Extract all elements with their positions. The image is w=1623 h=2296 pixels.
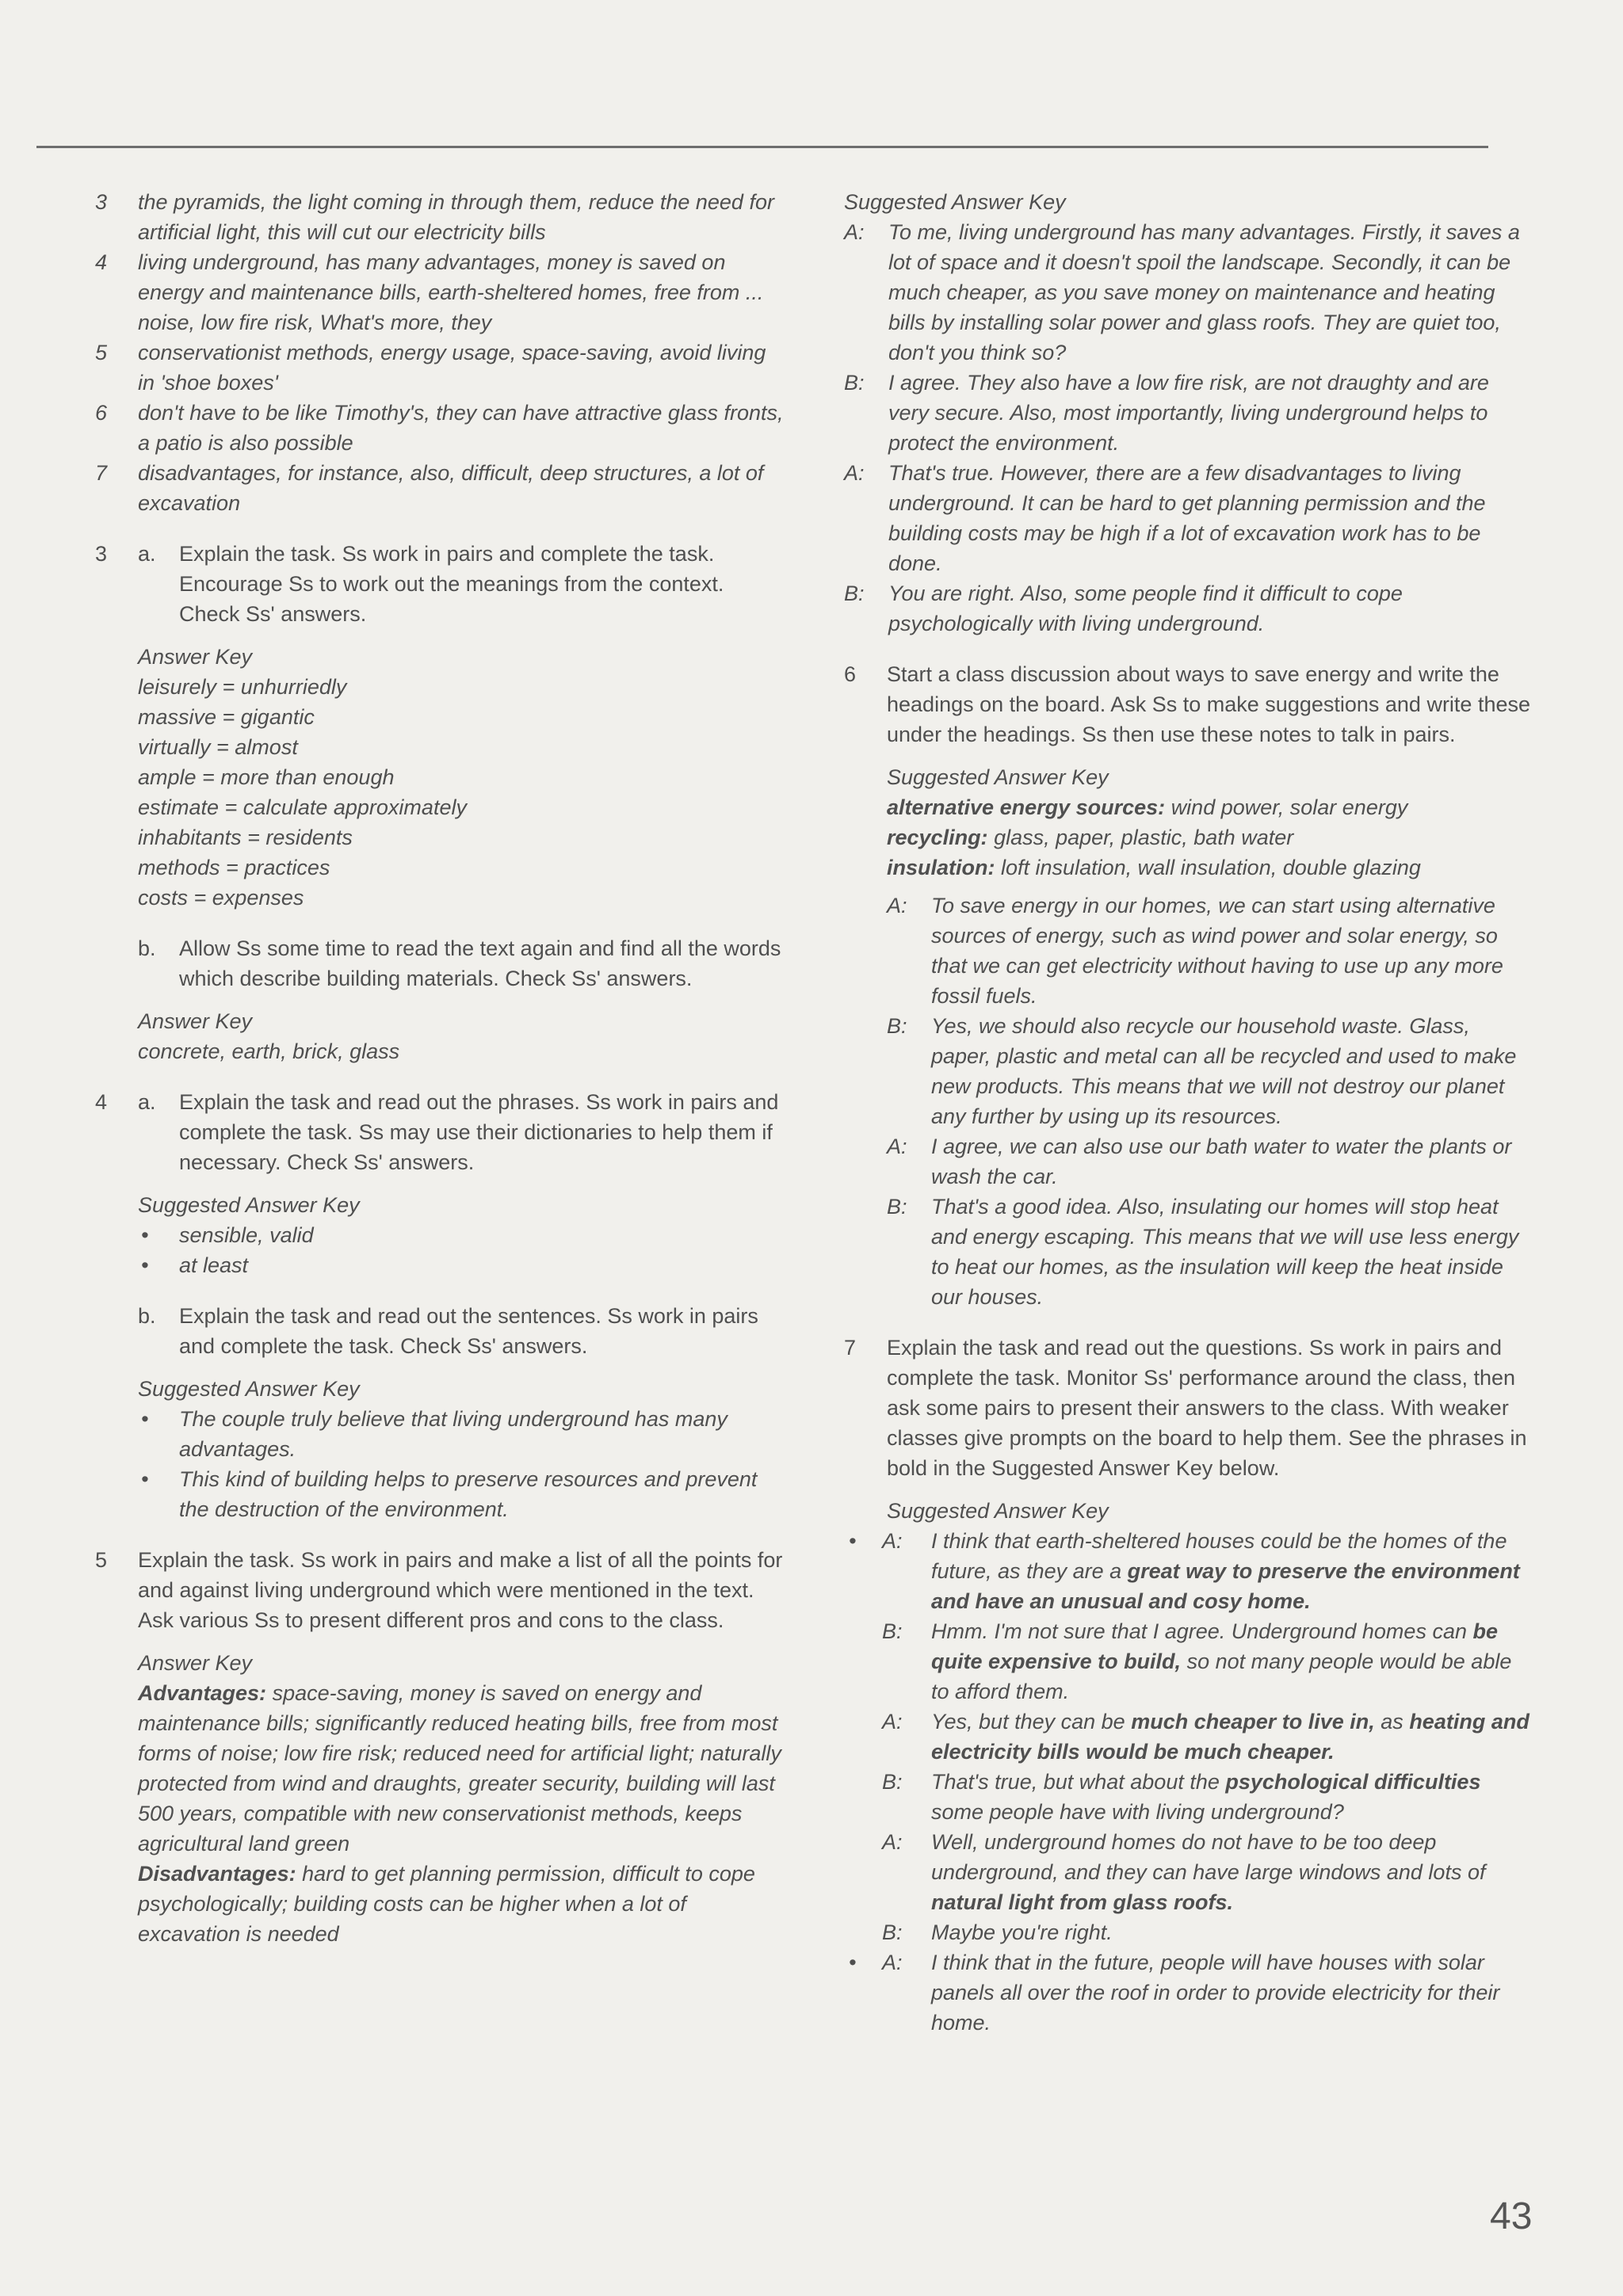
dialogue-line: B: I agree. They also have a low fire risk, are not draughty and are very secure. Also, most importantly, living underground helps to protect the environment. (844, 371, 1489, 455)
answer-key-title: Suggested Answer Key (138, 1193, 360, 1217)
dialogue-line: B: Yes, we should also recycle our household waste. Glass, paper, plastic and metal can all be recycled and used to make new products. This means that we will not destroy our planet any further by using up its resources. (887, 1014, 1517, 1128)
dialogue-line: A: To save energy in our homes, we can start using alternative sources of energy, such as wind power and solar energy, so that we can get electricity without having to use up any more fossil fuels. (887, 894, 1503, 1008)
list-item: leisurely = unhurriedly (138, 675, 347, 699)
answer-list-2 (95, 187, 786, 518)
answer-key-text: concrete, earth, brick, glass (138, 1039, 400, 1063)
task-instructions: Explain the task and read out the questions. Ss work in pairs and complete the task. Monitor Ss' performance around the class, then ask some pairs to present their answers to the class. With weaker classes give prompts on the board to help them. See the phrases in bold in the Suggested Answer Key below. (887, 1336, 1527, 1480)
list-item: 7 disadvantages, for instance, also, difficult, deep structures, a lot of excavation (95, 461, 764, 515)
dialogue-line: B: You are right. Also, some people find it difficult to cope psychologically with living underground. (844, 582, 1403, 635)
dialogue-line: • A: I think that in the future, people will have houses with solar panels all over the roof in order to provide electricity for their home. (849, 1951, 1500, 2035)
disadvantages-text: Disadvantages: hard to get planning permission, difficult to cope psychologically; building costs can be higher when a lot of excavation is needed (138, 1862, 755, 1946)
task-instructions: Explain the task. Ss work in pairs and complete the task. Encourage Ss to work out the meanings from the context. Check Ss' answers. (179, 542, 724, 626)
list-item: 3 the pyramids, the light coming in through them, reduce the need for artificial light, this will cut our electricity bills (95, 190, 774, 244)
list-item: 5 conservationist methods, energy usage, space-saving, avoid living in 'shoe boxes' (95, 341, 766, 395)
answer-key-title: Answer Key (138, 645, 253, 669)
header-rule (36, 146, 1488, 148)
list-item: • sensible, valid (141, 1223, 314, 1247)
list-item: costs = expenses (138, 886, 304, 910)
dialogue-line: A: Yes, but they can be much cheaper to live in, as heating and electricity bills would be much cheaper. (882, 1710, 1529, 1764)
task-5 (95, 1545, 786, 1949)
list-item: • The couple truly believe that living underground has many advantages. (141, 1407, 727, 1461)
answer-key-title: Suggested Answer Key (887, 765, 1109, 789)
task-instructions: Explain the task and read out the sentences. Ss work in pairs and complete the task. Check Ss' answers. (179, 1304, 758, 1358)
task-4b: b. Explain the task and read out the sentences. Ss work in pairs and complete the task. Check Ss' answers. (138, 1301, 786, 1361)
answer-key-title: Suggested Answer Key (844, 190, 1066, 214)
task-3 (95, 539, 786, 1066)
task-number: 5 (95, 1548, 108, 1572)
list-item: methods = practices (138, 856, 330, 879)
task-6 (844, 659, 1535, 1312)
task-instructions: Explain the task and read out the phrases. Ss work in pairs and complete the task. Ss may use their dictionaries to help them if necessary. Check Ss' answers. (179, 1090, 779, 1174)
dialogue-line: A: To me, living underground has many advantages. Firstly, it saves a lot of space and it doesn't spoil the landscape. Secondly, it can be much cheaper, as you save money on maintenance and heating bills by installing solar power and glass roofs. They are quiet too, don't you think so? (844, 220, 1520, 364)
task-4a: a. Explain the task and read out the phrases. Ss work in pairs and complete the task. Ss may use their dictionaries to help them if necessary. Check Ss' answers. (138, 1087, 786, 1177)
task-3b: b. Allow Ss some time to read the text again and find all the words which describe building materials. Check Ss' answers. (138, 933, 786, 994)
dialogue-line: B: That's true, but what about the psychological difficulties some people have with living underground? (882, 1770, 1481, 1824)
list-item: insulation: loft insulation, wall insulation, double glazing (887, 856, 1421, 879)
task-instructions: Allow Ss some time to read the text again and find all the words which describe building materials. Check Ss' answers. (179, 936, 781, 990)
list-item: inhabitants = residents (138, 826, 353, 849)
dialogue-line: B: Maybe you're right. (882, 1920, 1113, 1944)
list-item: 6 don't have to be like Timothy's, they can have attractive glass fronts, a patio is also possible (95, 401, 784, 455)
task-number: 3 (95, 542, 108, 566)
dialogue-line: A: Well, underground homes do not have to be too deep underground, and they can have large windows and lots of natural light from glass roofs. (882, 1830, 1486, 1914)
list-item: ample = more than enough (138, 765, 395, 789)
task-7 (844, 1333, 1535, 1526)
list-item: • at least (141, 1253, 249, 1277)
task-instructions: Start a class discussion about ways to save energy and write the headings on the board. Ask Ss to make suggestions and write these under the headings. Ss then use these notes to talk in pairs. (887, 662, 1531, 746)
list-item: virtually = almost (138, 735, 298, 759)
dialogue-line: • A: I think that earth-sheltered houses could be the homes of the future, as they are a great way to preserve the environment and have an unusual and cosy home. (849, 1529, 1520, 1613)
list-item: massive = gigantic (138, 705, 315, 729)
right-column (844, 187, 1535, 2038)
answer-key-title: Answer Key (138, 1009, 253, 1033)
page-number: 43 (1490, 2195, 1533, 2237)
answer-key-title: Answer Key (138, 1651, 253, 1675)
list-item: recycling: glass, paper, plastic, bath water (887, 826, 1294, 849)
advantages-text: Advantages: space-saving, money is saved on energy and maintenance bills; significantly reduced heating bills, free from most forms of noise; low fire risk; reduced need for artificial light; naturally protected from wind and draughts, greater security, building will last 500 years, compatible with new conservationist methods, keeps agricultural land green (138, 1681, 781, 1855)
task-number: 6 (844, 662, 857, 686)
task-number: 7 (844, 1336, 857, 1360)
dialogue-line: A: I agree, we can also use our bath water to water the plants or wash the car. (887, 1135, 1512, 1188)
list-item: • This kind of building helps to preserve resources and prevent the destruction of the environment. (141, 1467, 758, 1521)
list-item: estimate = calculate approximately (138, 795, 467, 819)
task-instructions: Explain the task. Ss work in pairs and make a list of all the points for and against living underground which were mentioned in the text. Ask various Ss to present different pros and cons to the class. (138, 1548, 783, 1632)
dialogue-line: B: Hmm. I'm not sure that I agree. Underground homes can be quite expensive to build, so not many people would be able to afford them. (882, 1619, 1512, 1703)
list-item: alternative energy sources: wind power, solar energy (887, 795, 1408, 819)
list-item: 4 living underground, has many advantages, money is saved on energy and maintenance bills, earth-sheltered homes, free from ... noise, low fire risk, What's more, they (95, 250, 764, 334)
answer-key-title: Suggested Answer Key (887, 1499, 1109, 1523)
task-4 (95, 1087, 786, 1524)
task-3a: a. Explain the task. Ss work in pairs and complete the task. Encourage Ss to work out the meanings from the context. Check Ss' answers. (138, 539, 786, 629)
dialogue-line: B: That's a good idea. Also, insulating our homes will stop heat and energy escaping. This means that we will use less energy to heat our homes, as the insulation will keep the heat inside our houses. (887, 1195, 1519, 1309)
answer-key-title: Suggested Answer Key (138, 1377, 360, 1401)
task-number: 4 (95, 1090, 108, 1114)
left-column (95, 187, 786, 1949)
dialogue-line: A: That's true. However, there are a few disadvantages to living underground. It can be hard to get planning permission and the building costs may be high if a lot of excavation work has to be done. (844, 461, 1486, 575)
answer-key-list (138, 672, 786, 913)
